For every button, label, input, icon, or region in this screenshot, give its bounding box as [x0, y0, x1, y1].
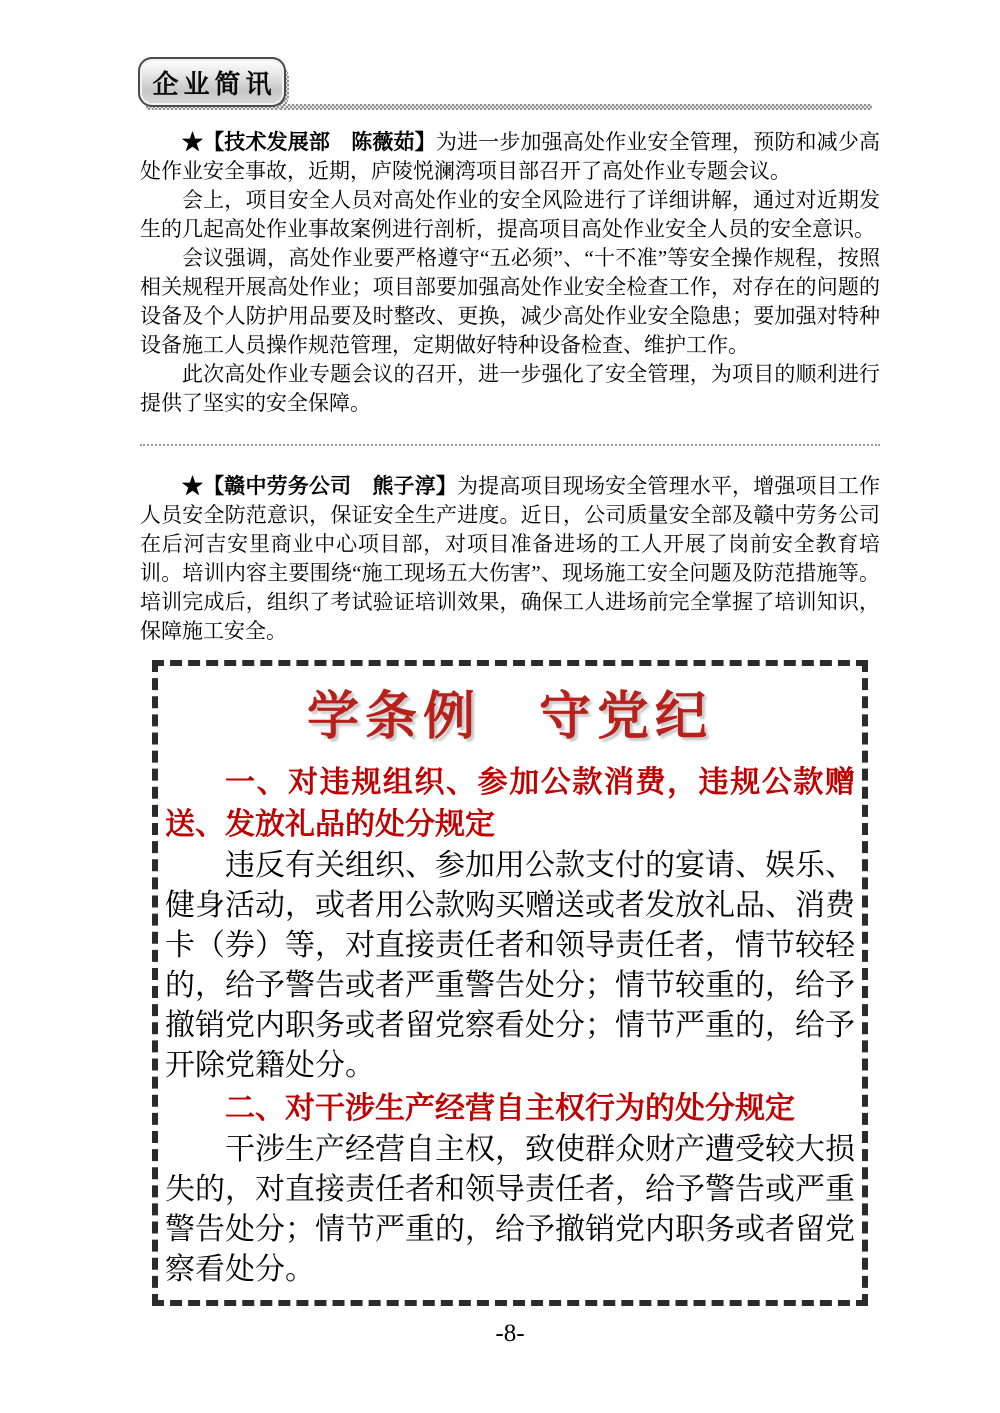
article-paragraph [140, 472, 880, 646]
page-header [138, 57, 874, 113]
article-safety-meeting [140, 128, 880, 418]
star-icon: ★ [182, 474, 204, 498]
article-training [140, 472, 880, 646]
notice-box-title: 学条例 守党纪 [306, 689, 713, 746]
article-lead-text: 为提高项目现场安全管理水平，增强项目工作人员安全防范意识，保证安全生产进度。近日，公司质量安全部及赣中劳务公司在后河吉安里商业中心项目部，对项目准备进场的工人开展了岗前安全教育培训。培训内容主要围绕“施工现场五大伤害”、现场施工安全问题及防范措施等。培训完成后，组织了考试验证培训效果，确保工人进场前完全掌握了培训知识，保障施工安全。 [140, 474, 880, 643]
article-divider [140, 444, 880, 446]
article-byline: 【赣中劳务公司 熊子淳】 [203, 474, 458, 498]
notice-heading-2: 二、对干涉生产经营自主权行为的处分规定 [225, 1091, 795, 1125]
notice-heading-1: 一、对违规组织、参加公款消费，违规公款赠送、发放礼品的处分规定 [165, 765, 855, 841]
article-paragraph [140, 128, 880, 186]
notice-body-1: 违反有关组织、参加用公款支付的宴请、娱乐、健身活动，或者用公款购买赠送或者发放礼品、消费卡（券）等，对直接责任者和领导责任者，情节较轻的，给予警告或者严重警告处分；情节较重的，给予撤销党内职务或者留党察看处分；情节严重的，给予开除党籍处分。 [165, 848, 855, 1082]
article-paragraph: 此次高处作业专题会议的召开，进一步强化了安全管理，为项目的顺利进行提供了坚实的安全保障。 [140, 362, 880, 415]
page-number: -8- [495, 1319, 525, 1347]
article-byline: 【技术发展部 陈薇茹】 [203, 130, 436, 154]
notice-body-2: 干涉生产经营自主权，致使群众财产遭受较大损失的，对直接责任者和领导责任者，给予警告或严重警告处分；情节严重的，给予撤销党内职务或者留党察看处分。 [165, 1132, 855, 1286]
article-lead-text: 为进一步加强高处作业安全管理，预防和减少高处作业安全事故，近期，庐陵悦澜湾项目部召开了高处作业专题会议。 [140, 130, 880, 183]
section-badge-label: 企业简讯 [152, 68, 277, 99]
article-paragraph: 会上，项目安全人员对高处作业的安全风险进行了详细讲解，通过对近期发生的几起高处作业事故案例进行剖析，提高项目高处作业安全人员的安全意识。 [140, 188, 880, 241]
star-icon: ★ [182, 130, 204, 154]
article-paragraph: 会议强调，高处作业要严格遵守“五必须”、“十不准”等安全操作规程，按照相关规程开展高处作业；项目部要加强高处作业安全检查工作，对存在的问题的设备及个人防护用品要及时整改、更换，减少高处作业安全隐患；要加强对特种设备施工人员操作规范管理，定期做好特种设备检查、维护工作。 [140, 246, 880, 357]
section-badge [138, 57, 286, 107]
page-content [140, 118, 880, 1348]
party-discipline-box [152, 660, 868, 1306]
